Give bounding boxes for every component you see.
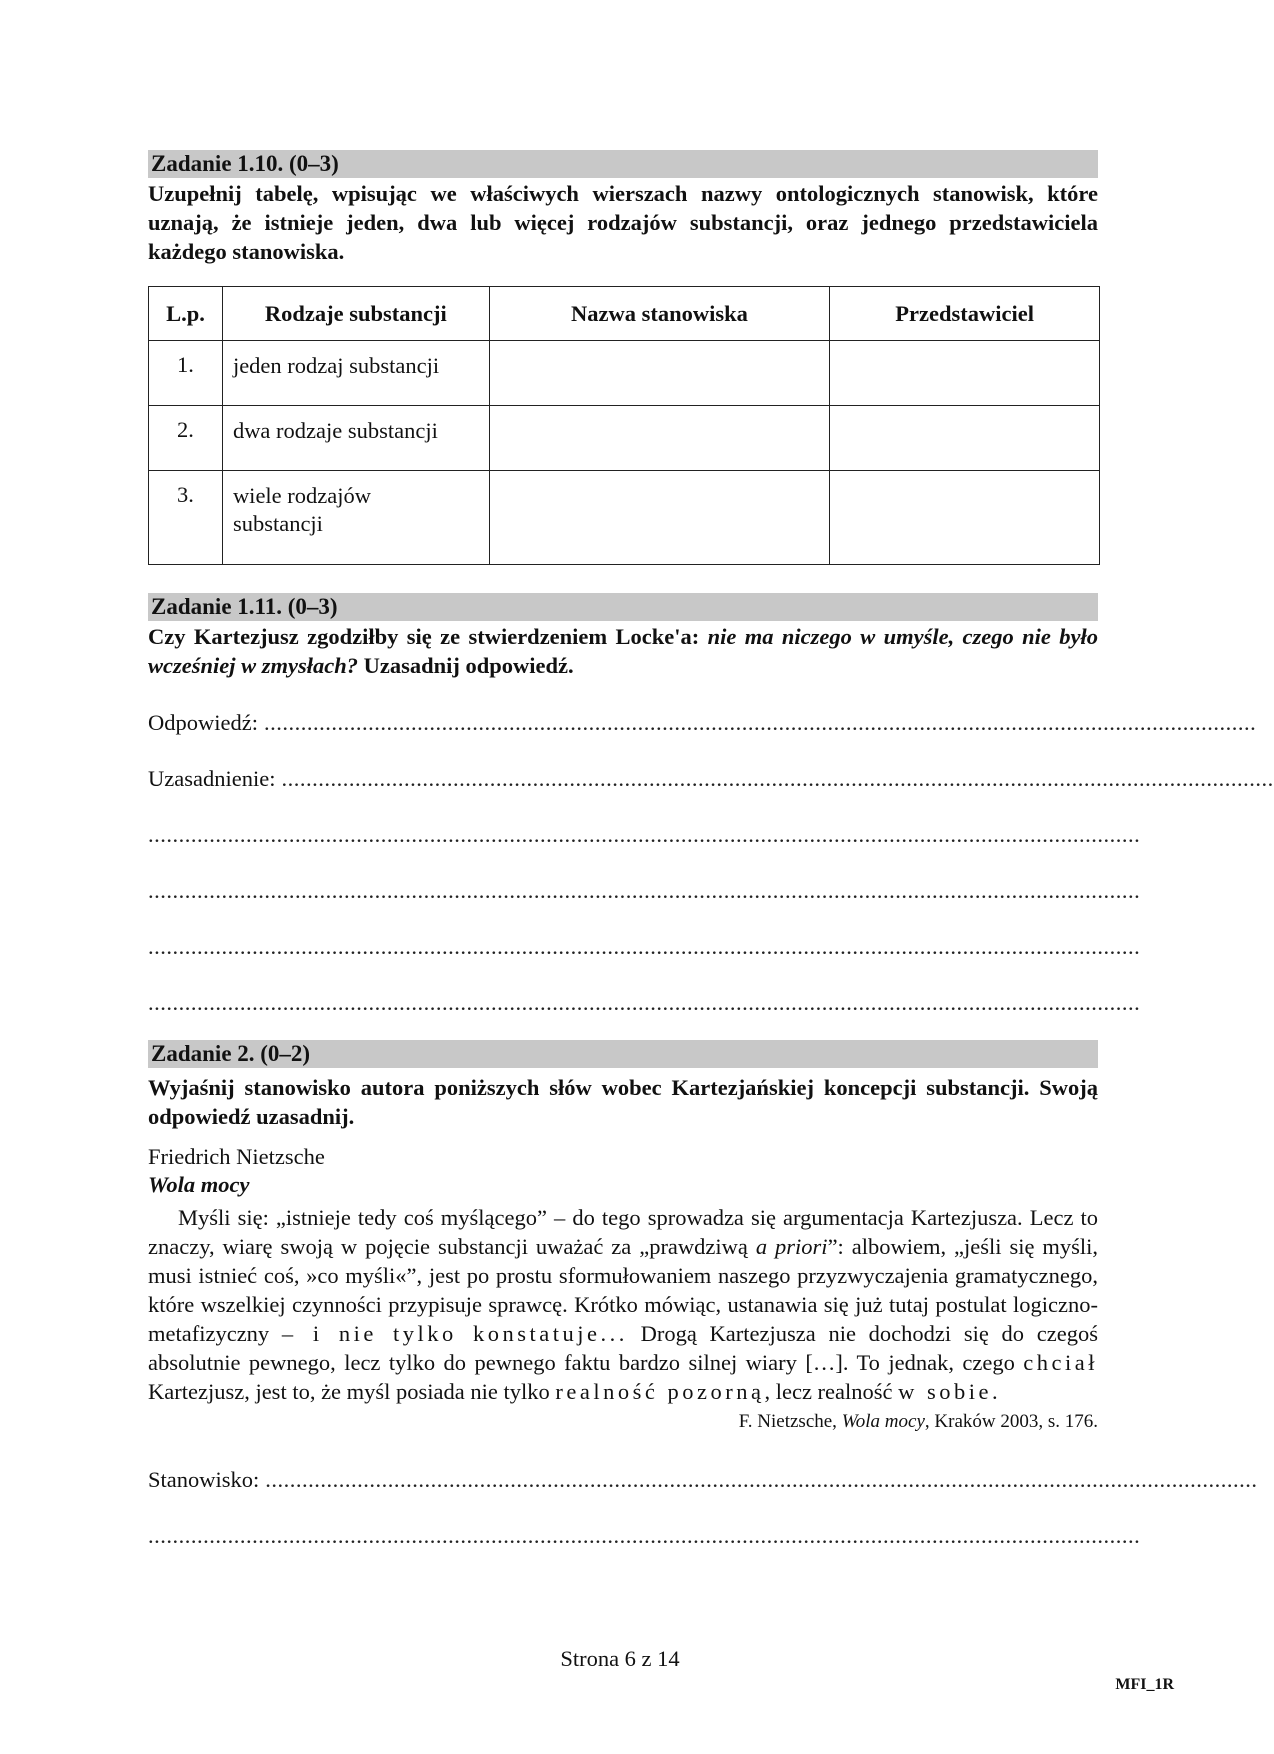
dotted-line: .................................................................................................................................................................. (263, 710, 1257, 735)
position-name-cell[interactable] (489, 341, 830, 406)
quote-text: Myśli się: „istnieje tedy coś myślącego” – do tego sprowadza się argumentacja Kartezjusza. Lecz to znaczy, wiarę swoją w pojęcie substancji uważać za „prawdziwą (148, 1205, 1098, 1259)
table-row (149, 471, 1100, 565)
quote-text: ”: albowiem, „jeśli się myśli, musi istnieć coś, »co myśli«”, jest po prostu sformułowaniem naszego przyzwyczajenia gramatycznego, które wszelkiej czynności przypisuje sprawcę. Krótko mówiąc, ustanawia się już tutaj postulat logiczno-metafizyczny (148, 1234, 1099, 1346)
table-row (149, 406, 1100, 471)
answer-line[interactable] (148, 932, 1141, 962)
answer-line[interactable] (148, 876, 1141, 906)
dotted-line: .................................................................................................................................................................. (148, 822, 1141, 847)
task-2-instruction: Wyjaśnij stanowisko autora poniższych słów wobec Kartezjańskiej koncepcji substancji. Swoją odpowiedź uzasadnij. (148, 1075, 1098, 1129)
source-text: Wola mocy (841, 1411, 925, 1432)
justification-line[interactable] (148, 764, 1274, 794)
header-representative: Przedstawiciel (830, 287, 1100, 341)
row-number: 2. (149, 406, 223, 471)
quote-work-title: Wola mocy (148, 1172, 250, 1197)
quote-text: realność pozorną (555, 1379, 765, 1404)
position-name-cell[interactable] (489, 471, 830, 565)
justification-label: Uzasadnienie: (148, 766, 276, 791)
source-text: , Kraków 2003, s. 176. (924, 1411, 1098, 1432)
answer-line[interactable] (148, 988, 1141, 1018)
representative-cell[interactable] (830, 406, 1100, 471)
quote-text: – i nie tylko konstatuje... (281, 1321, 628, 1346)
table-row (149, 341, 1100, 406)
row-number: 3. (149, 471, 223, 565)
nietzsche-quote (148, 1203, 1098, 1406)
dotted-line: .................................................................................................................................................................. (281, 766, 1274, 791)
dotted-line: .................................................................................................................................................................. (148, 878, 1141, 903)
row-kind-line2: substancji (232, 511, 323, 536)
representative-cell[interactable] (830, 471, 1100, 565)
quote-author: Friedrich Nietzsche (148, 1144, 325, 1169)
dotted-line: .................................................................................................................................................................. (148, 990, 1141, 1015)
row-kind: jeden rodzaj substancji (222, 341, 489, 406)
instruction-end: Uzasadnij odpowiedź. (358, 653, 574, 678)
quote-text: Drogą Kartezjusza nie dochodzi się do czegoś absolutnie pewnego, lecz tylko do pewnego faktu bardzo silnej wiary […]. To jednak, czego (148, 1321, 1098, 1375)
row-kind-line1: wiele rodzajów (232, 483, 372, 508)
row-number: 1. (149, 341, 223, 406)
row-kind (222, 471, 489, 565)
page-number: Strona 6 z 14 (560, 1646, 680, 1671)
exam-code: MFI_1R (1115, 1676, 1174, 1693)
substance-table (148, 286, 1100, 565)
position-line[interactable] (148, 1465, 1258, 1495)
task-1-11-instruction (148, 622, 1098, 680)
quote-text: . (992, 1379, 998, 1404)
page-content (148, 150, 1274, 1551)
header-lp: L.p. (149, 287, 223, 341)
task-2-header: Zadanie 2. (0–2) (148, 1040, 1098, 1068)
row-kind: dwa rodzaje substancji (222, 406, 489, 471)
quote-text: a priori (755, 1234, 828, 1259)
quote-text: Kartezjusz, jest to, że myśl posiada nie tylko (148, 1379, 556, 1404)
answer-line[interactable] (148, 820, 1141, 850)
quote-source (148, 1409, 1098, 1435)
dotted-line: .................................................................................................................................................................. (265, 1467, 1258, 1492)
quote-text: w sobie (898, 1379, 993, 1404)
dotted-line: .................................................................................................................................................................. (148, 1523, 1141, 1548)
position-label: Stanowisko: (148, 1467, 260, 1492)
dotted-line: .................................................................................................................................................................. (148, 934, 1141, 959)
quote-text: chciał (1023, 1350, 1098, 1375)
instruction-bold: Czy Kartezjusz zgodziłby się ze stwierdzeniem Locke'a: (148, 624, 708, 649)
source-text: F. Nietzsche, (738, 1411, 842, 1432)
task-1-10-instruction: Uzupełnij tabelę, wpisując we właściwych wierszach nazwy ontologicznych stanowisk, które uznają, że istnieje jeden, dwa lub więcej rodzajów substancji, oraz jednego przedstawiciela każdego stanowiska. (148, 181, 1098, 264)
task-1-10-header: Zadanie 1.10. (0–3) (148, 150, 1098, 178)
answer-line[interactable] (148, 1521, 1141, 1551)
table-header-row (149, 287, 1100, 341)
locke-quote: nie ma niczego w umyśle, czego nie było wcześniej w zmysłach? (148, 624, 1098, 678)
answer-line[interactable] (148, 708, 1257, 738)
representative-cell[interactable] (830, 341, 1100, 406)
task-1-11-header: Zadanie 1.11. (0–3) (148, 593, 1098, 621)
answer-label: Odpowiedź: (148, 710, 258, 735)
quote-text: , lecz realność (764, 1379, 899, 1404)
header-kinds: Rodzaje substancji (222, 287, 489, 341)
header-position-name: Nazwa stanowiska (489, 287, 830, 341)
position-name-cell[interactable] (489, 406, 830, 471)
